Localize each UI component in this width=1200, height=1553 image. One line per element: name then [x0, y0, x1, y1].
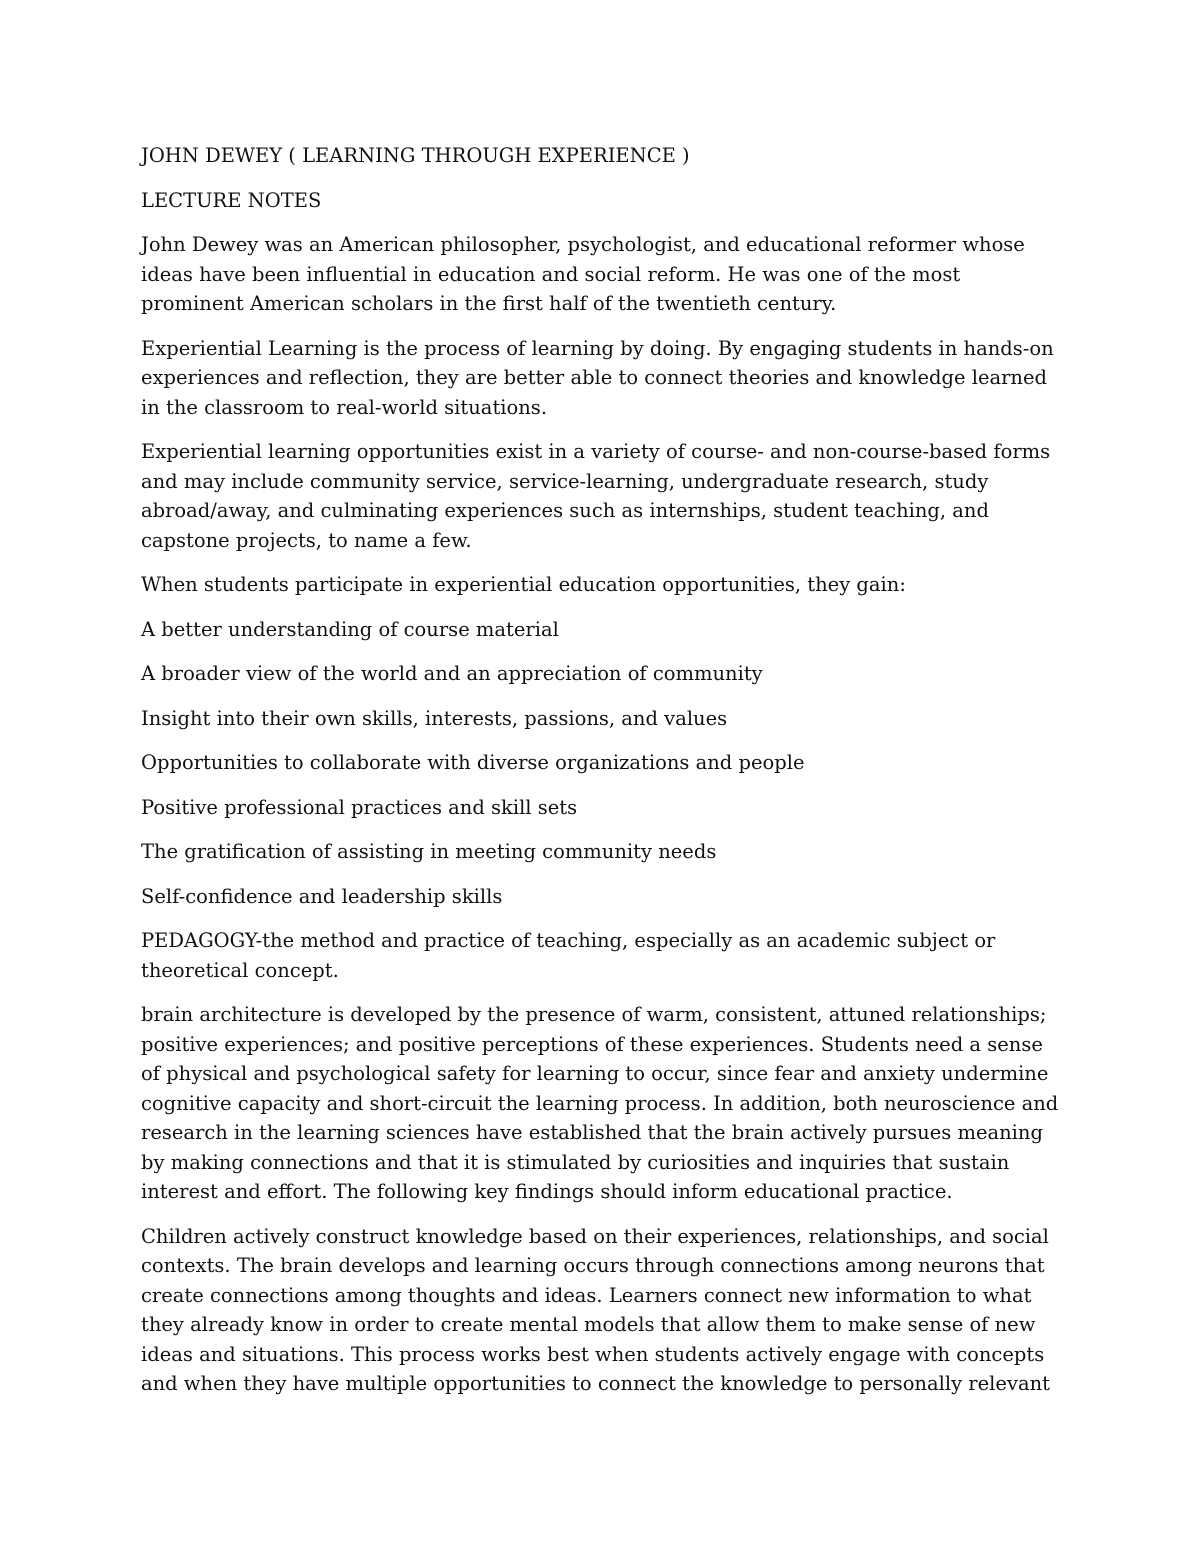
gain-item: Insight into their own skills, interests, passions, and values — [141, 706, 728, 730]
document-title: JOHN DEWEY ( LEARNING THROUGH EXPERIENCE ) — [141, 144, 690, 167]
gain-item: A better understanding of course material — [141, 617, 559, 641]
document-subtitle: LECTURE NOTES — [141, 188, 322, 212]
paragraph-pedagogy: PEDAGOGY-the method and practice of teaching, especially as an academic subject or theoretical concept. — [141, 929, 996, 982]
paragraph-experiential-definition: Experiential Learning is the process of learning by doing. By engaging students in hands-on experiences and reflection, they are better able to connect theories and knowledge learned in the classroom to real-world situations. — [141, 336, 1054, 419]
gain-item: Self-confidence and leadership skills — [141, 884, 503, 908]
paragraph-brain-architecture: brain architecture is developed by the presence of warm, consistent, attuned relationships; positive experiences; and positive perceptions of these experiences. Students need a sense of physical and psychological safety for learning to occur, since fear and anxiety undermine cognitive capacity and short-circuit the learning process. In addition, both neuroscience and research in the learning sciences have established that the brain actively pursues meaning by making connections and that it is stimulated by curiosities and inquiries that sustain interest and effort. The following key findings should inform educational practice. — [141, 1003, 1059, 1203]
paragraph-gains-intro: When students participate in experiential education opportunities, they gain: — [141, 573, 906, 596]
gain-item: The gratification of assisting in meeting community needs — [141, 840, 717, 863]
gain-item: Positive professional practices and skill sets — [141, 795, 578, 819]
paragraph-children-construct: Children actively construct knowledge based on their experiences, relationships, and social contexts. The brain develops and learning occurs through connections among neurons that create connections among thoughts and ideas. Learners connect new information to what they already know in order to create mental models that allow them to make sense of new ideas and situations. This process works best when students actively engage with concepts and when they have multiple opportunities to connect the knowledge to personally relevant — [141, 1224, 1050, 1395]
paragraph-opportunities: Experiential learning opportunities exist in a variety of course- and non-course-based forms and may include community service, service-learning, undergraduate research, study abroad/away, and culminating experiences such as internships, student teaching, and capstone projects, to name a few. — [141, 440, 1051, 552]
paragraph-dewey-intro: John Dewey was an American philosopher, psychologist, and educational reformer whose ideas have been influential in education and social reform. He was one of the most prominent American scholars in the first half of the twentieth century. — [141, 233, 1025, 315]
document-page — [141, 141, 1059, 1414]
gain-item: A broader view of the world and an appreciation of community — [141, 662, 763, 685]
gain-item: Opportunities to collaborate with diverse organizations and people — [141, 751, 805, 774]
